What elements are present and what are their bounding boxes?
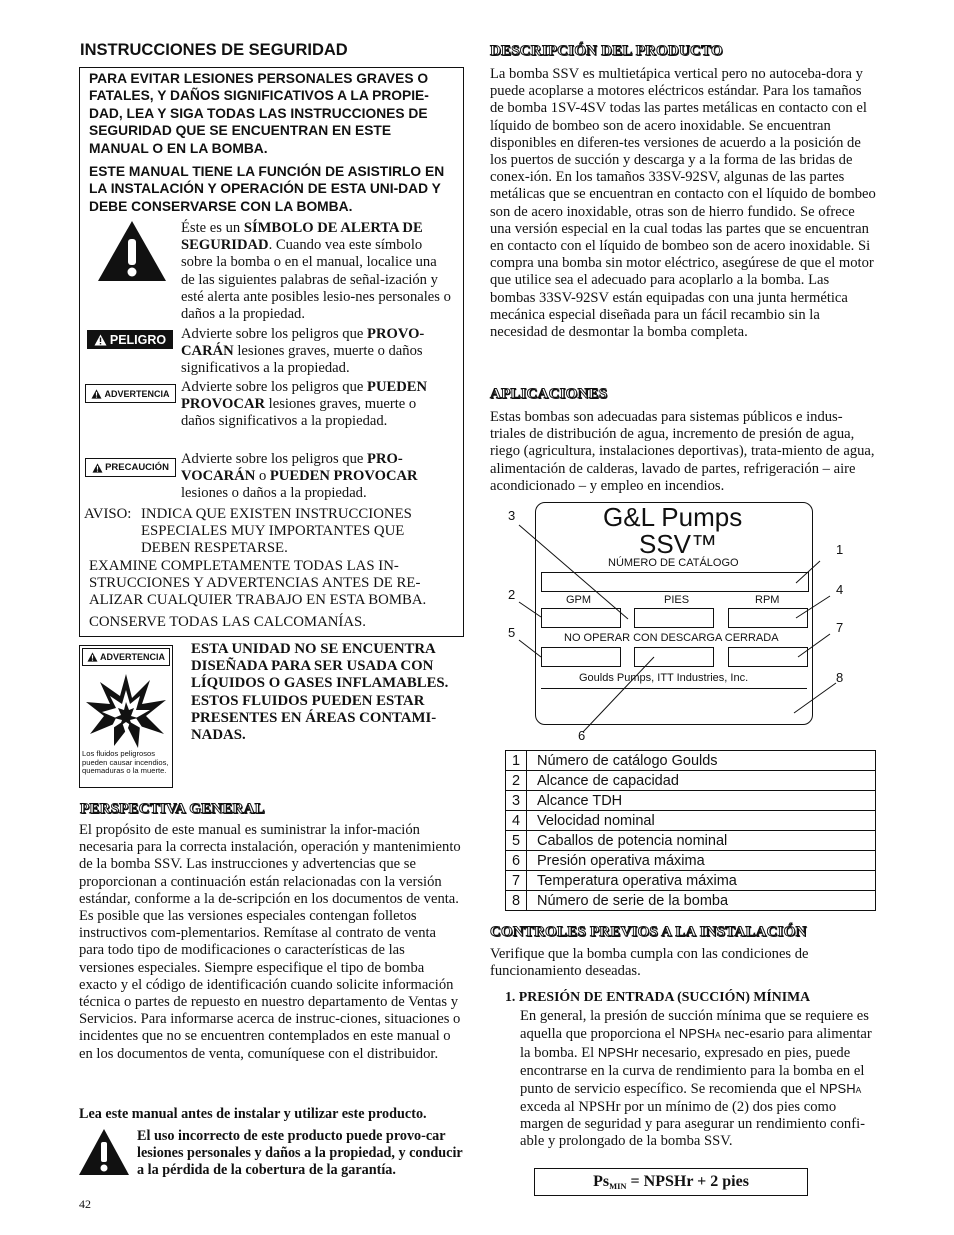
pies-label: PIES <box>664 594 690 606</box>
warning-triangle-icon <box>91 389 102 399</box>
legend-number: 6 <box>506 851 527 871</box>
flammable-text: ESTA UNIDAD NO SE ENCUENTRA DISEÑADA PARA SER USADA CON LÍQUIDOS O GASES INFLAMABLES. ESTOS FLUIDOS PUEDEN ESTAR PRESENTES EN ÁREAS CONTAMI-NADAS. <box>191 641 449 744</box>
nameplate-model: SSV™ <box>639 529 718 559</box>
callout-3: 3 <box>508 508 516 523</box>
formula-box: Ps MIN = NPSHr + 2 pies <box>534 1168 808 1196</box>
nameplate-diagram <box>500 500 880 745</box>
maker-label: Goulds Pumps, ITT Industries, Inc. <box>579 672 749 684</box>
perspectiva-heading: PERSPECTIVA GENERAL <box>80 801 265 817</box>
descripcion-heading: DESCRIPCIÓN DEL PRODUCTO <box>490 43 723 59</box>
callout-5: 5 <box>508 625 516 640</box>
legend-row <box>506 811 876 831</box>
flammable-caption: Los fluidos peligrosos pueden causar incendios, quemaduras o la muerte. <box>82 749 169 776</box>
no-operar-label: NO OPERAR CON DESCARGA CERRADA <box>564 632 779 644</box>
legend-description: Temperatura operativa máxima <box>527 871 876 891</box>
legend-row <box>506 851 876 871</box>
misuse-warning: El uso incorrecto de este producto puede provo-car lesiones personales y daños a la propiedad, y conducir a la pérdida de la cobertura de la garantía. <box>137 1128 463 1178</box>
callout-1: 1 <box>836 542 844 557</box>
nameplate-catalog-label: NÚMERO DE CATÁLOGO <box>608 557 739 569</box>
safety-para-1: PARA EVITAR LESIONES PERSONALES GRAVES O FATALES, Y DAÑOS SIGNIFICATIVOS A LA PROPIE-DAD, LEA Y SIGA TODAS LAS INSTRUCCIONES DE SEGURIDAD QUE SE ENCUENTRAN EN ESTE MANUAL O EN LA BOMBA. <box>89 71 429 156</box>
legend-number: 7 <box>506 871 527 891</box>
controles-text: Verifique que la bomba cumpla con las condiciones de funcionamiento deseadas. <box>490 946 809 980</box>
legend-row <box>506 791 876 811</box>
alert-symbol-text: Éste es un SÍMBOLO DE ALERTA DE SEGURIDAD. Cuando vea este símbolo sobre la bomba o en el manual, localice una de las siguientes palabras de señal-ización y esté alerta ante posibles lesio-nes personales o daños a la propiedad. <box>181 220 451 323</box>
page-number: 42 <box>79 1197 91 1211</box>
aviso-text: INDICA QUE EXISTEN INSTRUCCIONES ESPECIALES MUY IMPORTANTES QUE DEBEN RESPETARSE. <box>141 506 412 557</box>
lea-note: Lea este manual antes de instalar y utilizar este producto. <box>79 1106 427 1122</box>
controles-heading: CONTROLES PREVIOS A LA INSTALACIÓN <box>490 924 807 940</box>
safety-alert-icon <box>96 219 168 283</box>
legend-number: 1 <box>506 751 527 771</box>
item1-heading: 1. PRESIÓN DE ENTRADA (SUCCIÓN) MÍNIMA <box>505 989 811 1004</box>
peligro-label: PELIGRO <box>87 330 173 349</box>
rpm-label: RPM <box>755 594 780 606</box>
item1-text: En general, la presión de succión mínima que se requiere es aquella que proporciona el NPSHA nec-esario para alimentar la bomba. El NPSHr necesario, expresado en pies, puede encontrarse en la curva de rendimiento para la bomba en el punto de servicio específico. Se recomienda que el NPSHA exceda al NPSHr por un mínimo de (2) dos pies como margen de seguridad y para asegurar un rendimiento confi-able y prolongado de la bomba SSV. <box>520 1008 872 1150</box>
legend-row <box>506 751 876 771</box>
legend-number: 4 <box>506 811 527 831</box>
examine-text: EXAMINE COMPLETAMENTE TODAS LAS IN-STRUCCIONES Y ADVERTENCIAS ANTES DE RE-ALIZAR CUALQUIER TRABAJO EN ESTA BOMBA. <box>89 558 427 609</box>
peligro-text: Advierte sobre los peligros que PROVO-CARÁN lesiones graves, muerte o daños significativos a la propiedad. <box>181 326 425 377</box>
legend-number: 8 <box>506 891 527 911</box>
legend-row <box>506 871 876 891</box>
legend-description: Velocidad nominal <box>527 811 876 831</box>
legend-table <box>505 750 876 911</box>
warning-triangle-icon <box>94 334 107 346</box>
callout-4: 4 <box>836 582 844 597</box>
legend-number: 2 <box>506 771 527 791</box>
legend-row <box>506 771 876 791</box>
gpm-label: GPM <box>566 594 592 606</box>
descripcion-text: La bomba SSV es multietápica vertical pero no autoceba-dora y puede acoplarse a motores eléctricos estándar. Para los tamaños de bomba 1SV-4SV todas las partes metálicas en contacto con el líquido de bombeo son de acero inoxidable. Se encuentran disponibles en diferen-tes versiones de acuerdo a la posición de los puertos de succión y descarga y a la forma de las bridas de conex-ión. En los tamaños 33SV-92SV, algunas de las partes metálicas que se encuentran en contacto con el líquido de bombeo son de acero inoxidable, otras son de hierro fundido. Se ofrece una versión especial en la cual todas las partes que se encuentran en contacto con el líquido de bombeo son de acero inoxidable. Si compra una bomba sin motor eléctrico, asegúrese de que el motor que utilice sea el adecuado para acoplarlo a la bomba. Las bombas 33SV-92SV están equipadas con una junta hermética mecánica especial diseñada para un fácil recambio sin la necesidad de desmontar la bomba completa. <box>490 66 876 341</box>
precaucion-label: PRECAUCIÓN <box>85 458 176 477</box>
aplicaciones-text: Estas bombas son adecuadas para sistemas públicos e indus-triales de distribución de agua, incremento de presión de agua, riego (agricultura, instalaciones deportivas), trata-miento de agua, alimentación de calderas, lavado de partes, refrigeración – aire acondicionado – y empleo en incendios. <box>490 409 875 494</box>
explosion-icon <box>84 672 168 750</box>
legend-number: 5 <box>506 831 527 851</box>
legend-description: Alcance de capacidad <box>527 771 876 791</box>
advertencia-text: Advierte sobre los peligros que PUEDEN PROVOCAR lesiones graves, muerte o daños significativos a la propiedad. <box>181 379 428 430</box>
legend-description: Caballos de potencia nominal <box>527 831 876 851</box>
advertencia-label: ADVERTENCIA <box>85 384 176 403</box>
flammable-warning-label <box>79 645 173 788</box>
perspectiva-text: El propósito de este manual es suministrar la infor-mación necesaria para la correcta instalación, operación y mantenimiento de la bomba SSV. Las instrucciones y advertencias que se proporcionan a continuación están relacionadas con la versión estándar, conforme a la de-scripción en los documentos de venta. Es posible que las versiones especiales contengan folletos instructivos com-plementarios. Remítase al contrato de venta para todo tipo de modificaciones o características de las versiones especiales. Siempre especifique el tipo de bomba exacto y el código de identificación cuando solicite información técnica o partes de repuesto en nuestro departamento de Ventas y Servicios. Para informarse acerca de instruc-ciones, situaciones o incidentes que no se encuentren contemplados en este manual o en los documentos de venta, comuníquese con el distribuidor. <box>79 822 461 1062</box>
legend-row <box>506 831 876 851</box>
safety-heading: INSTRUCCIONES DE SEGURIDAD <box>80 41 348 59</box>
warning-triangle-icon <box>92 463 103 473</box>
aplicaciones-heading: APLICACIONES <box>490 386 608 402</box>
callout-7: 7 <box>836 620 844 635</box>
safety-box <box>79 67 464 637</box>
safety-para-2: ESTE MANUAL TIENE LA FUNCIÓN DE ASISTIRLO EN LA INSTALACIÓN Y OPERACIÓN DE ESTA UNI-DAD Y DEBE CONSERVARSE CON LA BOMBA. <box>89 164 445 214</box>
callout-6: 6 <box>578 728 586 743</box>
aviso-label: AVISO: <box>84 506 132 522</box>
conserve-text: CONSERVE TODAS LAS CALCOMANÍAS. <box>89 614 366 630</box>
legend-number: 3 <box>506 791 527 811</box>
legend-description: Número de catálogo Goulds <box>527 751 876 771</box>
legend-description: Número de serie de la bomba <box>527 891 876 911</box>
legend-description: Alcance TDH <box>527 791 876 811</box>
callout-8: 8 <box>836 670 844 685</box>
nameplate-brand: G&L Pumps <box>603 502 743 532</box>
advertencia-label-small: ADVERTENCIA <box>82 648 170 666</box>
precaucion-text: Advierte sobre los peligros que PRO-VOCARÁN o PUEDEN PROVOCAR lesiones o daños a la propiedad. <box>181 451 418 502</box>
callout-leaders <box>500 500 880 745</box>
safety-alert-icon <box>78 1128 130 1176</box>
callout-2: 2 <box>508 587 516 602</box>
legend-description: Presión operativa máxima <box>527 851 876 871</box>
legend-row <box>506 891 876 911</box>
warning-triangle-icon <box>87 652 98 662</box>
